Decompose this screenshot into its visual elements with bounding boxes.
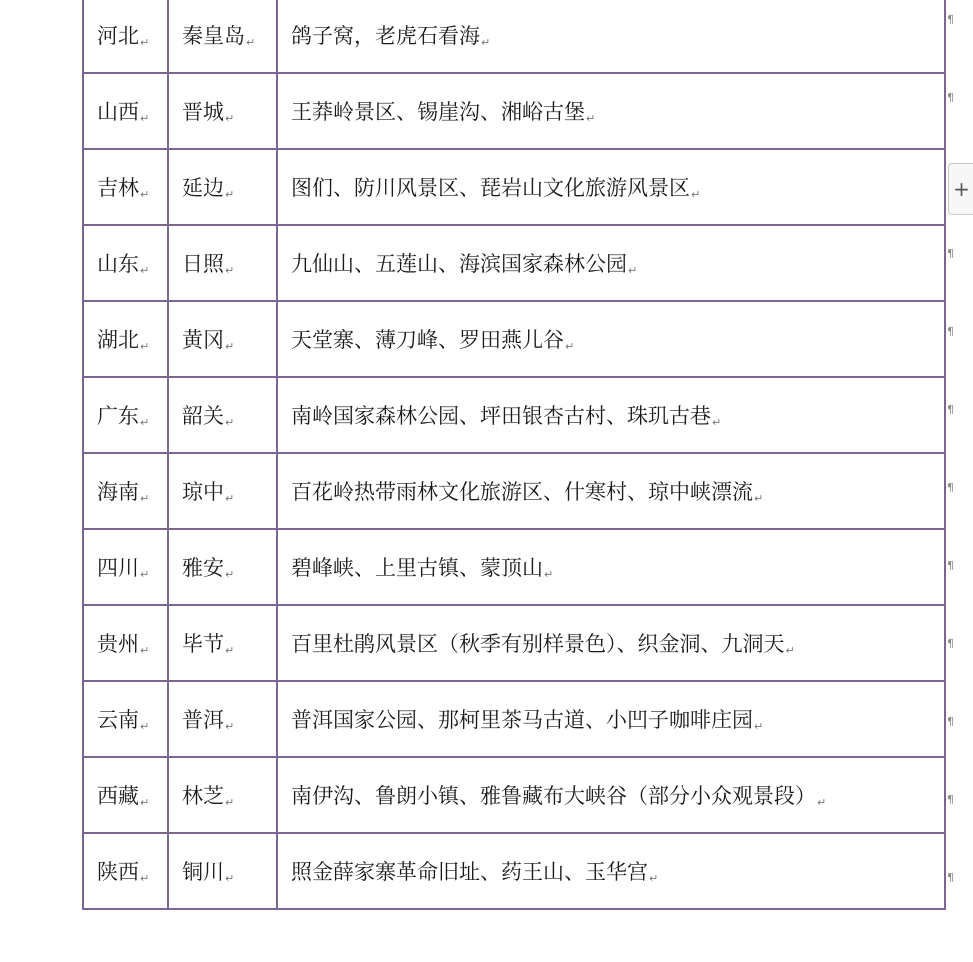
city-text: 林芝 bbox=[182, 784, 224, 808]
spots-cell[interactable] bbox=[277, 681, 945, 757]
province-cell[interactable] bbox=[83, 453, 168, 529]
province-cell[interactable] bbox=[83, 529, 168, 605]
row-end-mark: ¶ bbox=[947, 13, 954, 26]
province-text: 海南 bbox=[97, 480, 139, 504]
cell-end-mark: ↵ bbox=[246, 36, 256, 49]
cell-end-mark: ↵ bbox=[225, 112, 235, 125]
spots-text: 图们、防川风景区、琵岩山文化旅游风景区 bbox=[291, 176, 690, 200]
city-text: 琼中 bbox=[182, 480, 224, 504]
province-text: 山西 bbox=[97, 100, 139, 124]
row-end-mark: ¶ bbox=[947, 793, 954, 806]
cell-end-mark: ↵ bbox=[481, 36, 491, 49]
cell-end-mark: ↵ bbox=[691, 188, 701, 201]
cell-end-mark: ↵ bbox=[225, 340, 235, 353]
province-cell[interactable] bbox=[83, 605, 168, 681]
spots-cell[interactable] bbox=[277, 529, 945, 605]
cell-end-mark: ↵ bbox=[754, 492, 764, 505]
city-cell[interactable] bbox=[168, 225, 277, 301]
table-row bbox=[83, 681, 945, 757]
city-text: 延边 bbox=[182, 176, 224, 200]
row-end-mark: ¶ bbox=[947, 871, 954, 884]
table-row bbox=[83, 301, 945, 377]
spots-cell[interactable] bbox=[277, 453, 945, 529]
row-end-mark: ¶ bbox=[947, 637, 954, 650]
table-row bbox=[83, 833, 945, 909]
cell-end-mark: ↵ bbox=[225, 568, 235, 581]
cell-end-mark: ↵ bbox=[140, 112, 150, 125]
cell-end-mark: ↵ bbox=[712, 416, 722, 429]
spots-text: 南伊沟、鲁朗小镇、雅鲁藏布大峡谷（部分小众观景段） bbox=[291, 784, 816, 808]
spots-cell[interactable] bbox=[277, 605, 945, 681]
cell-end-mark: ↵ bbox=[140, 872, 150, 885]
province-text: 河北 bbox=[97, 24, 139, 48]
city-cell[interactable] bbox=[168, 453, 277, 529]
province-cell[interactable] bbox=[83, 757, 168, 833]
table-row bbox=[83, 757, 945, 833]
province-cell[interactable] bbox=[83, 833, 168, 909]
spots-cell[interactable] bbox=[277, 377, 945, 453]
city-text: 秦皇岛 bbox=[182, 24, 245, 48]
city-cell[interactable] bbox=[168, 73, 277, 149]
cell-end-mark: ↵ bbox=[225, 796, 235, 809]
spots-text: 天堂寨、薄刀峰、罗田燕儿谷 bbox=[291, 328, 564, 352]
province-text: 吉林 bbox=[97, 176, 139, 200]
table-row bbox=[83, 149, 945, 225]
cell-end-mark: ↵ bbox=[785, 644, 795, 657]
cell-end-mark: ↵ bbox=[649, 872, 659, 885]
table-row bbox=[83, 453, 945, 529]
row-end-mark: ¶ bbox=[947, 403, 954, 416]
row-end-mark: ¶ bbox=[947, 481, 954, 494]
province-text: 四川 bbox=[97, 556, 139, 580]
city-cell[interactable] bbox=[168, 757, 277, 833]
spots-text: 碧峰峡、上里古镇、蒙顶山 bbox=[291, 556, 543, 580]
spots-text: 照金薛家寨革命旧址、药王山、玉华宫 bbox=[291, 860, 648, 884]
province-cell[interactable] bbox=[83, 301, 168, 377]
cell-end-mark: ↵ bbox=[544, 568, 554, 581]
province-text: 西藏 bbox=[97, 784, 139, 808]
row-end-mark: ¶ bbox=[947, 559, 954, 572]
spots-text: 王莽岭景区、锡崖沟、湘峪古堡 bbox=[291, 100, 585, 124]
table-row bbox=[83, 377, 945, 453]
spots-cell[interactable] bbox=[277, 225, 945, 301]
city-cell[interactable] bbox=[168, 681, 277, 757]
city-text: 韶关 bbox=[182, 404, 224, 428]
table-body bbox=[83, 0, 945, 909]
spots-text: 百里杜鹃风景区（秋季有别样景色）、织金洞、九洞天 bbox=[291, 632, 785, 656]
province-cell[interactable] bbox=[83, 73, 168, 149]
cell-end-mark: ↵ bbox=[628, 264, 638, 277]
city-cell[interactable] bbox=[168, 0, 277, 73]
spots-text: 普洱国家公园、那柯里茶马古道、小凹子咖啡庄园 bbox=[291, 708, 753, 732]
cell-end-mark: ↵ bbox=[225, 264, 235, 277]
province-cell[interactable] bbox=[83, 225, 168, 301]
cell-end-mark: ↵ bbox=[140, 264, 150, 277]
cell-end-mark: ↵ bbox=[140, 568, 150, 581]
spots-cell[interactable] bbox=[277, 73, 945, 149]
city-text: 晋城 bbox=[182, 100, 224, 124]
cell-end-mark: ↵ bbox=[225, 644, 235, 657]
cell-end-mark: ↵ bbox=[225, 492, 235, 505]
spots-cell[interactable] bbox=[277, 757, 945, 833]
province-text: 贵州 bbox=[97, 632, 139, 656]
cell-end-mark: ↵ bbox=[140, 188, 150, 201]
row-end-mark: ¶ bbox=[947, 715, 954, 728]
spots-text: 九仙山、五莲山、海滨国家森林公园 bbox=[291, 252, 627, 276]
cell-end-mark: ↵ bbox=[140, 720, 150, 733]
row-end-mark: ¶ bbox=[947, 325, 954, 338]
spots-text: 百花岭热带雨林文化旅游区、什寒村、琼中峡漂流 bbox=[291, 480, 753, 504]
cell-end-mark: ↵ bbox=[140, 644, 150, 657]
cell-end-mark: ↵ bbox=[754, 720, 764, 733]
city-cell[interactable] bbox=[168, 301, 277, 377]
city-cell[interactable] bbox=[168, 377, 277, 453]
city-text: 雅安 bbox=[182, 556, 224, 580]
cell-end-mark: ↵ bbox=[140, 36, 150, 49]
city-cell[interactable] bbox=[168, 605, 277, 681]
city-cell[interactable] bbox=[168, 833, 277, 909]
table-row bbox=[83, 529, 945, 605]
province-cell[interactable] bbox=[83, 0, 168, 73]
province-text: 山东 bbox=[97, 252, 139, 276]
spots-text: 南岭国家森林公园、坪田银杏古村、珠玑古巷 bbox=[291, 404, 711, 428]
spots-text: 鸽子窝，老虎石看海 bbox=[291, 24, 480, 48]
table-row bbox=[83, 225, 945, 301]
cell-end-mark: ↵ bbox=[140, 796, 150, 809]
row-end-mark: ¶ bbox=[947, 91, 954, 104]
city-text: 铜川 bbox=[182, 860, 224, 884]
cell-end-mark: ↵ bbox=[225, 188, 235, 201]
spots-cell[interactable] bbox=[277, 833, 945, 909]
add-table-row-button[interactable]: + bbox=[948, 163, 973, 215]
table-row bbox=[83, 605, 945, 681]
cell-end-mark: ↵ bbox=[140, 340, 150, 353]
province-cell[interactable] bbox=[83, 681, 168, 757]
spots-cell[interactable] bbox=[277, 149, 945, 225]
province-text: 广东 bbox=[97, 404, 139, 428]
city-text: 黄冈 bbox=[182, 328, 224, 352]
spots-cell[interactable] bbox=[277, 0, 945, 73]
cell-end-mark: ↵ bbox=[225, 720, 235, 733]
table-row bbox=[83, 0, 945, 73]
cell-end-mark: ↵ bbox=[586, 112, 596, 125]
cell-end-mark: ↵ bbox=[140, 416, 150, 429]
city-text: 日照 bbox=[182, 252, 224, 276]
city-text: 普洱 bbox=[182, 708, 224, 732]
cell-end-mark: ↵ bbox=[565, 340, 575, 353]
city-cell[interactable] bbox=[168, 149, 277, 225]
province-text: 云南 bbox=[97, 708, 139, 732]
travel-destination-table bbox=[82, 0, 946, 910]
spots-cell[interactable] bbox=[277, 301, 945, 377]
city-cell[interactable] bbox=[168, 529, 277, 605]
province-cell[interactable] bbox=[83, 149, 168, 225]
province-text: 陕西 bbox=[97, 860, 139, 884]
province-cell[interactable] bbox=[83, 377, 168, 453]
table-row bbox=[83, 73, 945, 149]
cell-end-mark: ↵ bbox=[225, 416, 235, 429]
cell-end-mark: ↵ bbox=[140, 492, 150, 505]
province-text: 湖北 bbox=[97, 328, 139, 352]
row-end-mark: ¶ bbox=[947, 247, 954, 260]
city-text: 毕节 bbox=[182, 632, 224, 656]
cell-end-mark: ↵ bbox=[817, 796, 827, 809]
cell-end-mark: ↵ bbox=[225, 872, 235, 885]
